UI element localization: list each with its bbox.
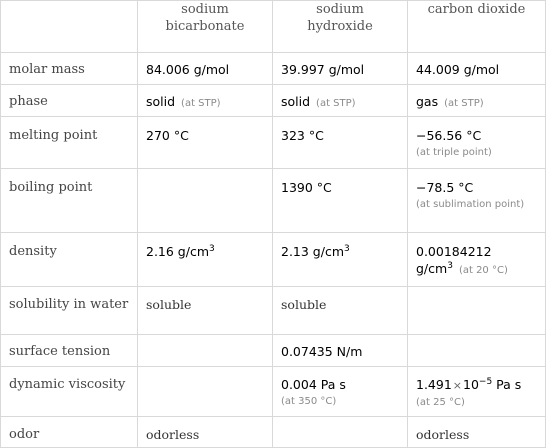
table-row-surface-tension <box>1 335 546 367</box>
header-sodium-hydroxide <box>273 1 408 53</box>
table-row-molar-mass <box>1 53 546 85</box>
table-row-melting-point <box>1 117 546 169</box>
cell-value <box>138 233 273 287</box>
cell-value: odorless <box>138 417 273 448</box>
superscript: 3 <box>447 261 453 271</box>
row-label: melting point <box>1 117 138 169</box>
cell-value <box>408 169 546 233</box>
cell-value <box>138 85 273 117</box>
condition-note: (at STP) <box>181 98 221 109</box>
value-text: solid <box>146 94 176 109</box>
condition-note: (at STP) <box>444 98 484 109</box>
value-text: 2.16 g/cm <box>146 244 210 259</box>
value-unit: g/cm <box>416 261 448 276</box>
value-text: 2.13 g/cm <box>281 244 345 259</box>
table-row-boiling-point <box>1 169 546 233</box>
cell-value <box>408 335 546 367</box>
value-text: gas <box>416 94 439 109</box>
cell-value <box>408 233 546 287</box>
condition-note: (at 350 °C) <box>281 396 337 407</box>
table-row-solubility <box>1 287 546 335</box>
cell-value: 39.997 g/mol <box>273 53 408 85</box>
row-label: phase <box>1 85 138 117</box>
value-text: −78.5 °C <box>416 180 474 195</box>
row-label: boiling point <box>1 169 138 233</box>
cell-value <box>408 117 546 169</box>
row-label: molar mass <box>1 53 138 85</box>
condition-note: (at triple point) <box>416 147 492 158</box>
row-label: solubility in water <box>1 287 138 335</box>
table-row-density <box>1 233 546 287</box>
cell-value <box>138 367 273 417</box>
condition-note: (at sublimation point) <box>416 199 525 210</box>
row-label: dynamic viscosity <box>1 367 138 417</box>
condition-note: (at 25 °C) <box>416 397 465 408</box>
cell-value <box>138 169 273 233</box>
value-text: solid <box>281 94 311 109</box>
superscript: 3 <box>209 244 215 254</box>
cell-value <box>273 367 408 417</box>
cell-value <box>408 367 546 417</box>
cell-value: 270 °C <box>138 117 273 169</box>
row-label: density <box>1 233 138 287</box>
header-label: sodium bicarbonate <box>165 2 245 34</box>
exponent: −5 <box>478 377 493 387</box>
cell-value <box>138 335 273 367</box>
cell-value: soluble <box>273 287 408 335</box>
header-carbon-dioxide <box>408 1 546 53</box>
value-base: 10 <box>463 377 479 392</box>
cell-value: 84.006 g/mol <box>138 53 273 85</box>
cell-value <box>273 85 408 117</box>
header-label: sodium hydroxide <box>307 2 373 34</box>
header-corner-cell <box>1 1 138 53</box>
condition-note: (at 20 °C) <box>458 265 508 276</box>
cell-value: soluble <box>138 287 273 335</box>
header-sodium-bicarbonate <box>138 1 273 53</box>
cell-value: 323 °C <box>273 117 408 169</box>
header-label: carbon dioxide <box>427 2 526 17</box>
header-row <box>1 1 546 53</box>
cell-value: odorless <box>408 417 546 448</box>
cell-value <box>408 287 546 335</box>
value-number: 0.00184212 <box>416 244 492 259</box>
table-row-phase <box>1 85 546 117</box>
condition-note: (at STP) <box>316 98 356 109</box>
value-text: 0.004 Pa s <box>281 377 346 392</box>
value-unit: Pa s <box>492 377 522 392</box>
cell-value: 1390 °C <box>273 169 408 233</box>
cell-value: 44.009 g/mol <box>408 53 546 85</box>
table-row-dynamic-viscosity <box>1 367 546 417</box>
row-label: odor <box>1 417 138 448</box>
value-text: −56.56 °C <box>416 128 482 143</box>
cell-value: 0.07435 N/m <box>273 335 408 367</box>
row-label: surface tension <box>1 335 138 367</box>
times-sign: × <box>452 379 463 392</box>
superscript: 3 <box>344 244 350 254</box>
value-mantissa: 1.491 <box>416 377 452 392</box>
cell-value <box>273 233 408 287</box>
cell-value <box>408 85 546 117</box>
